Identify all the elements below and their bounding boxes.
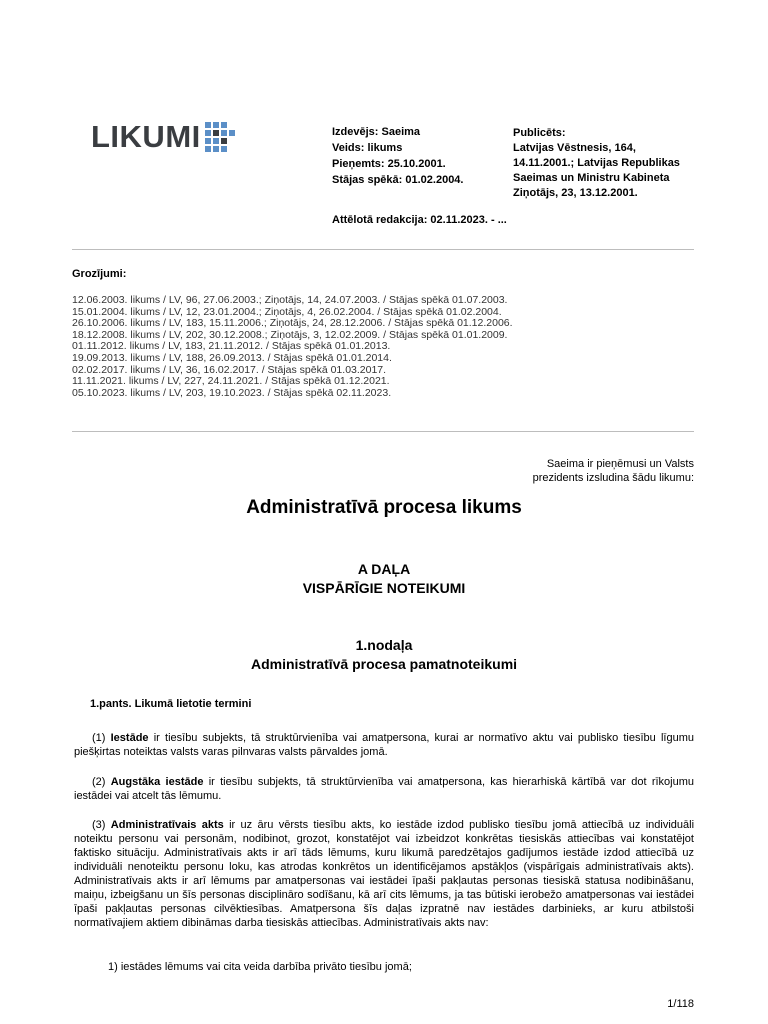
- likumi-logo: [91, 119, 235, 154]
- amendments-title: Grozījumi:: [72, 268, 127, 280]
- law-title: Administratīvā procesa likums: [246, 497, 522, 518]
- published-info: [513, 126, 680, 201]
- logo-square: [229, 146, 235, 152]
- paragraph: [74, 731, 694, 759]
- logo-square: [229, 122, 235, 128]
- divider: [72, 249, 694, 250]
- chapter-title: Administratīvā procesa pamatnoteikumi: [250, 656, 518, 672]
- meta-type: Veids: likums: [332, 142, 403, 154]
- logo-square: [221, 138, 227, 144]
- paragraph-number: (2): [92, 776, 111, 788]
- logo-grid-icon: [205, 122, 235, 152]
- amendment-item: 11.11.2021. likums / LV, 227, 24.11.2021. / Stājas spēkā 01.12.2021.: [72, 375, 390, 388]
- paragraph-text: ir tiesību subjekts, tā struktūrvienība vai amatpersona, kurai ar normatīvo aktu vai publisko tiesību līgumu piešķirtas noteiktas valsts varas pilnvaras valsts pārvaldes jomā.: [74, 732, 694, 758]
- paragraph-text: ir tiesību subjekts, tā struktūrvienība vai amatpersona, kas hierarhiskā kārtībā var dot rīkojumu iestādei vai atcelt tās lēmumu.: [74, 776, 695, 802]
- logo-square: [213, 122, 219, 128]
- published-line: Ziņotājs, 23, 13.12.2001.: [513, 187, 638, 199]
- amendment-item: 26.10.2006. likums / LV, 183, 15.11.2006.; Ziņotājs, 24, 28.12.2006. / Stājas spēkā 01.12.2006.: [72, 317, 513, 330]
- published-label: Publicēts:: [513, 127, 566, 139]
- logo-square: [205, 122, 211, 128]
- proclamation: [533, 457, 694, 485]
- logo-square: [221, 130, 227, 136]
- paragraph: [74, 818, 694, 930]
- amendment-item: 12.06.2003. likums / LV, 96, 27.06.2003.; Ziņotājs, 14, 24.07.2003. / Stājas spēkā 01.07.2003.: [72, 294, 508, 306]
- defined-term: Iestāde: [110, 732, 149, 744]
- logo-square: [213, 146, 219, 152]
- proclamation-line: prezidents izsludina šādu likumu:: [532, 472, 694, 484]
- logo-square: [213, 138, 219, 144]
- divider: [72, 431, 694, 432]
- meta-publisher: Izdevējs: Saeima: [332, 126, 421, 138]
- amendment-item: 01.11.2012. likums / LV, 183, 21.11.2012. / Stājas spēkā 01.01.2013.: [72, 340, 391, 353]
- logo-text: LIKUMI: [91, 119, 201, 154]
- proclamation-line: Saeima ir pieņēmusi un Valsts: [546, 458, 694, 470]
- page-number: 1/118: [667, 998, 694, 1010]
- part-heading: [0, 560, 768, 598]
- defined-term: Augstāka iestāde: [110, 776, 204, 788]
- paragraph: [74, 775, 694, 803]
- paragraph-number: (3): [92, 819, 111, 831]
- meta-version: Attēlotā redakcija: 02.11.2023. - ...: [332, 214, 507, 226]
- article-heading: 1.pants. Likumā lietotie termini: [90, 698, 252, 710]
- meta-adopted: Pieņemts: 25.10.2001.: [332, 158, 446, 170]
- logo-square: [221, 122, 227, 128]
- logo-square: [229, 138, 235, 144]
- part-title: VISPĀRĪGIE NOTEIKUMI: [302, 580, 466, 596]
- amendment-item: 18.12.2008. likums / LV, 202, 30.12.2008.; Ziņotājs, 3, 12.02.2009. / Stājas spēkā 01.01.2009.: [72, 328, 508, 341]
- chapter-heading: [0, 636, 768, 674]
- amendment-item: 19.09.2013. likums / LV, 188, 26.09.2013. / Stājas spēkā 01.01.2014.: [72, 351, 392, 364]
- logo-square: [205, 146, 211, 152]
- defined-term: Administratīvais akts: [110, 819, 224, 831]
- published-line: 14.11.2001.; Latvijas Republikas: [513, 157, 680, 169]
- amendment-item: 15.01.2004. likums / LV, 12, 23.01.2004.; Ziņotājs, 4, 26.02.2004. / Stājas spēkā 01.02.2004.: [72, 305, 502, 318]
- logo-square: [205, 138, 211, 144]
- amendment-item: 02.02.2017. likums / LV, 36, 16.02.2017. / Stājas spēkā 01.03.2017.: [72, 363, 387, 376]
- meta-in-force: Stājas spēkā: 01.02.2004.: [332, 174, 464, 186]
- published-line: Saeimas un Ministru Kabineta: [513, 172, 670, 184]
- chapter-number: 1.nodaļa: [355, 637, 413, 653]
- paragraph-number: (1): [92, 732, 111, 744]
- amendment-item: 05.10.2023. likums / LV, 203, 19.10.2023. / Stājas spēkā 02.11.2023.: [72, 386, 392, 399]
- logo-square: [229, 130, 235, 136]
- paragraph-text: ir uz āru vērsts tiesību akts, ko iestāde izdod publisko tiesību jomā attiecībā uz individuāli noteiktu personu vai personām, nodibinot, grozot, konstatējot vai izbeidzot konkrētas tiesiskās attiecības vai konstatējot faktisko situāciju. Administratīvais akts ir arī tāds lēmums, kuru likumā paredzētajos gadījumos iestāde izdod attiecībā uz individuāli nenoteiktu personu loku, kas atrodas konkrētos un identificējamos apstākļos (vispārīgais administratīvais akts). Administratīvais akts ir arī lēmums par amatpersonas vai iestādei īpaši pakļautas personas tiesiskā statusa nodibināšanu, maiņu, izbeigšanu un šīs personas disciplināro sodīšanu, kā arī cits lēmums, ja tas būtiski ierobežo amatpersonas vai iestādei īpaši pakļautas personas cilvēktiesības. Amatpersona šīs daļas izpratnē nav iestādes darbinieks, ar kuru atbilstoši normatīvajiem aktiem dibināmas darba tiesiskās attiecības. Administratīvais akts nav:: [74, 819, 695, 929]
- list-item: 1) iestādes lēmums vai cita veida darbība privāto tiesību jomā;: [108, 961, 412, 973]
- logo-square: [205, 130, 211, 136]
- document-meta: [332, 124, 463, 188]
- amendments-list: [72, 295, 513, 399]
- logo-square: [213, 130, 219, 136]
- published-line: Latvijas Vēstnesis, 164,: [513, 142, 636, 154]
- logo-square: [221, 146, 227, 152]
- part-number: A DAĻA: [357, 561, 411, 577]
